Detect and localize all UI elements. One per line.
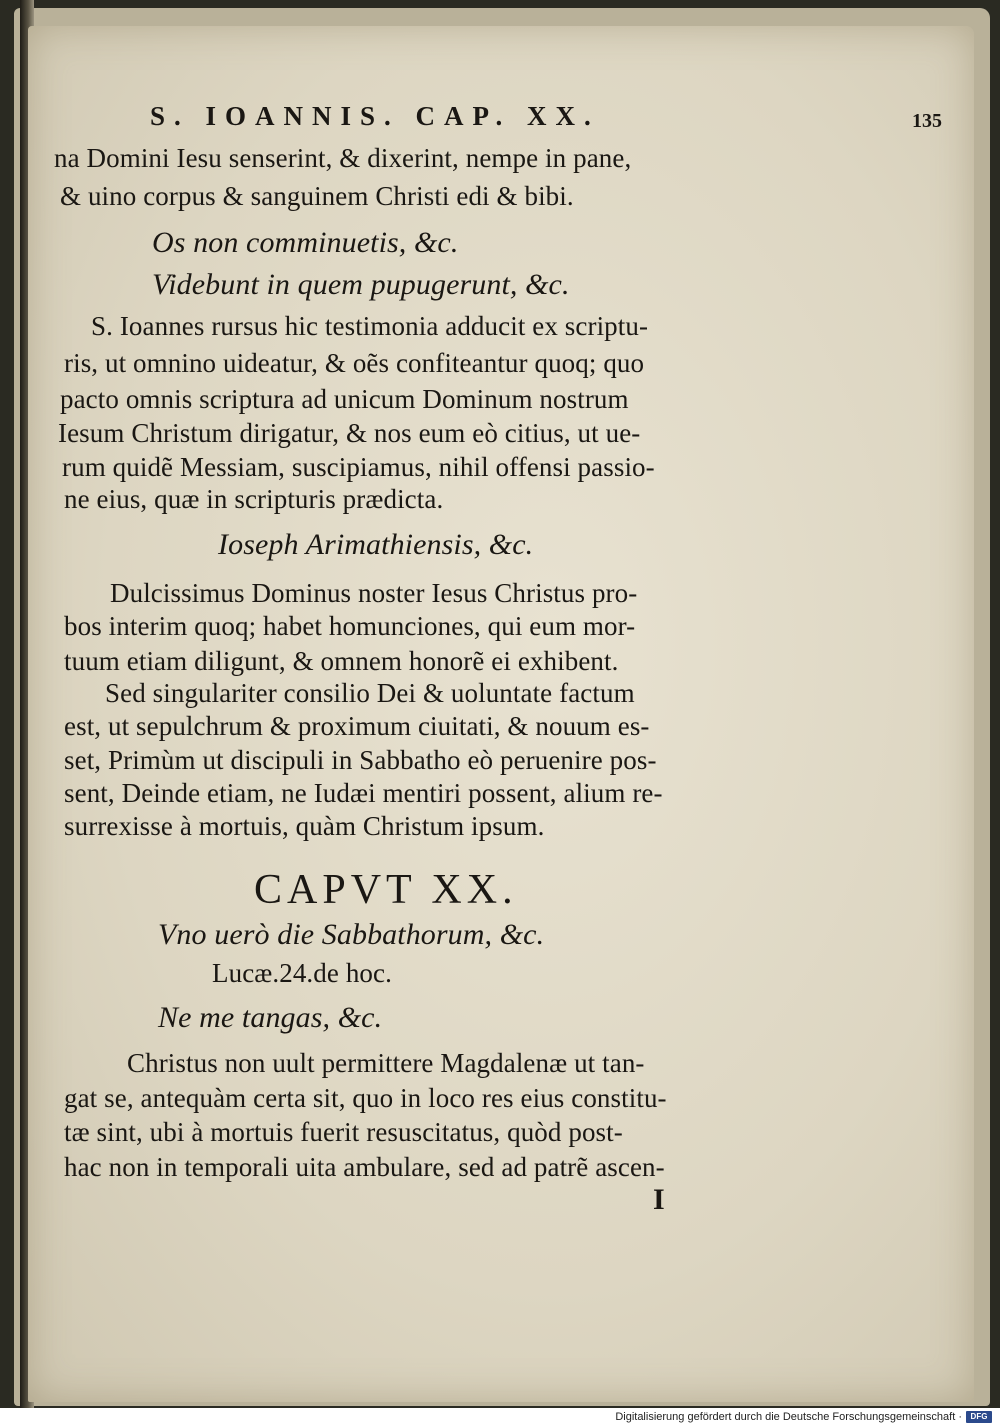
footer-credit: Digitalisierung gefördert durch die Deutsche Forschungsgemeinschaft · [615,1411,962,1423]
scripture-quote: Vno uerò die Sabbathorum, &c. [158,918,545,951]
scripture-quote: Ne me tangas, &c. [158,1001,383,1034]
digitization-footer [0,1408,1000,1426]
text-line: gat se, antequàm certa sit, quo in loco res eius constitu- [64,1083,667,1113]
text-line: bos interim quoq; habet homunciones, qui eum mor- [64,611,636,641]
signature-mark: I [653,1183,665,1216]
text-line: & uino corpus & sanguinem Christi edi & bibi. [60,181,574,211]
text-line: rum quidẽ Messiam, suscipiamus, nihil offensi passio- [62,452,655,482]
text-line: surrexisse à mortuis, quàm Christum ipsum. [64,811,545,841]
cross-reference: Lucæ.24.de hoc. [212,958,392,988]
text-line: est, ut sepulchrum & proximum ciuitati, & nouum es- [64,711,650,741]
scripture-quote: Os non comminuetis, &c. [152,226,459,259]
dfg-logo: DFG [966,1411,992,1423]
text-line: S. Ioannes rursus hic testimonia adducit ex scriptu- [91,311,649,341]
text-line: tæ sint, ubi à mortuis fuerit resuscitatus, quòd post- [64,1117,623,1147]
folio-number: 135 [912,110,942,132]
text-line: pacto omnis scriptura ad unicum Dominum nostrum [60,384,629,414]
text-line: ris, ut omnino uideatur, & oẽs confiteantur quoq; quo [64,348,645,378]
text-line: tuum etiam diligunt, & omnem honorẽ ei exhibent. [64,646,619,676]
text-line: Dulcissimus Dominus noster Iesus Christus pro- [110,578,638,608]
running-title: S. IOANNIS. CAP. XX. [150,101,600,131]
scripture-quote: Ioseph Arimathiensis, &c. [218,528,534,561]
text-line: set, Primùm ut discipuli in Sabbatho eò peruenire pos- [64,745,657,775]
text-line: na Domini Iesu senserint, & dixerint, nempe in pane, [54,143,632,173]
text-line: hac non in temporali uita ambulare, sed ad patrẽ ascen- [64,1152,665,1182]
text-line: Iesum Christum dirigatur, & nos eum eò citius, ut ue- [58,418,641,448]
text-line: Sed singulariter consilio Dei & uoluntate factum [105,678,635,708]
text-line: Christus non uult permittere Magdalenæ ut tan- [127,1048,645,1078]
text-line: ne eius, quæ in scripturis prædicta. [64,484,444,514]
chapter-heading: CAPVT XX. [254,867,518,913]
scripture-quote: Videbunt in quem pupugerunt, &c. [152,268,570,301]
text-line: sent, Deinde etiam, ne Iudæi mentiri possent, alium re- [64,778,663,808]
